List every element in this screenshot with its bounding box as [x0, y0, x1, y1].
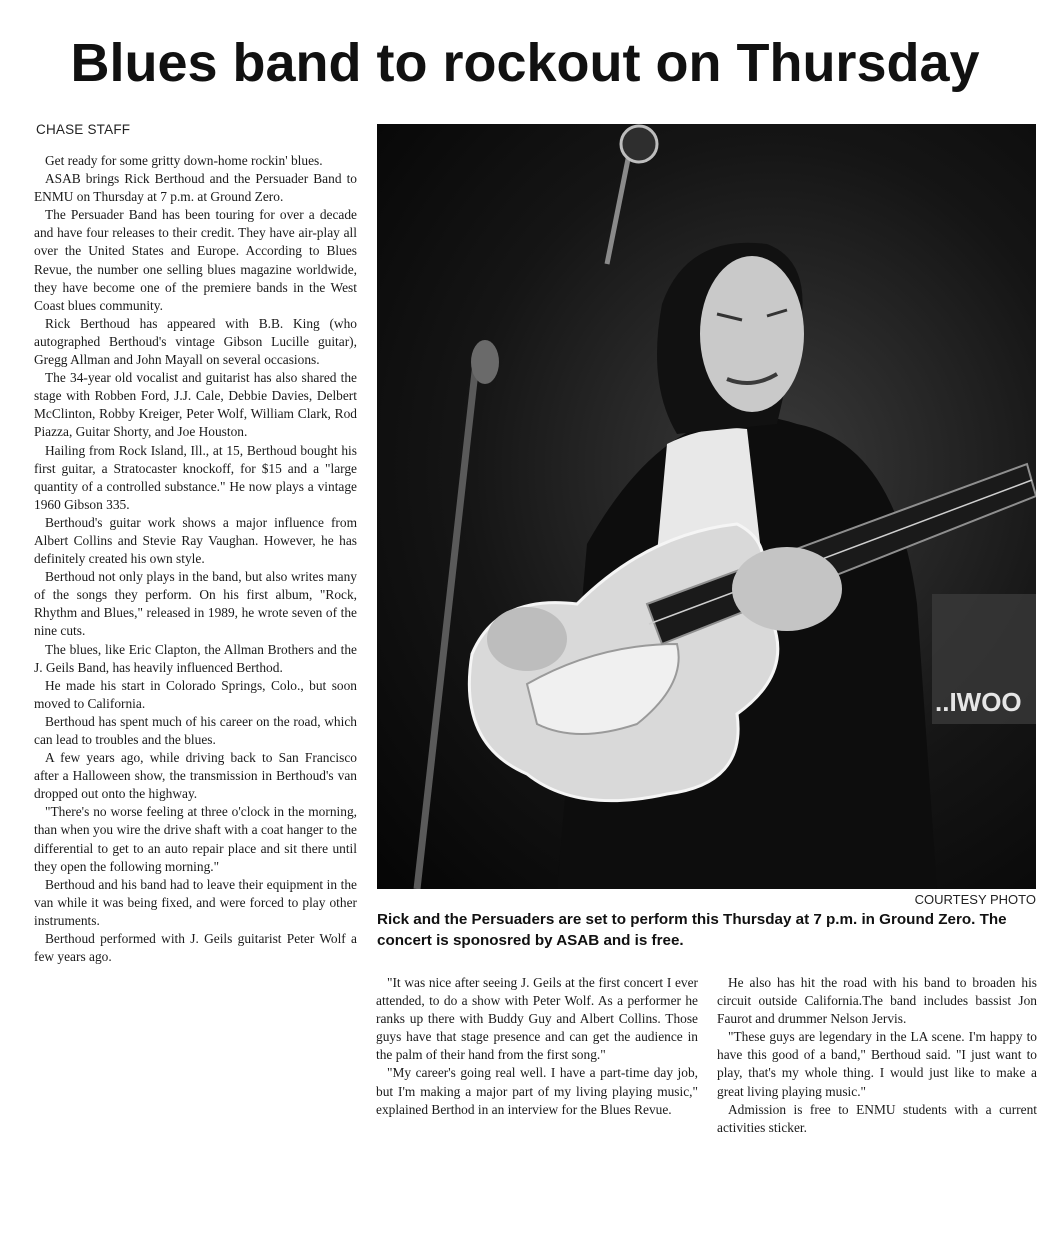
- paragraph: Berthoud and his band had to leave their equipment in the van while it was being fixed, and were forced to play other instruments.: [34, 876, 357, 928]
- byline: CHASE STAFF: [36, 122, 131, 137]
- paragraph: "These guys are legendary in the LA scene. I'm happy to have this good of a band," Berthoud said. "I just want to play, that's my whole thing. I would just like to make a great living playing music.": [717, 1029, 1037, 1099]
- guitarist-illustration: [377, 124, 1036, 889]
- article-column-1: [34, 152, 357, 966]
- paragraph: Berthoud performed with J. Geils guitarist Peter Wolf a few years ago.: [34, 931, 357, 965]
- paragraph: The blues, like Eric Clapton, the Allman Brothers and the J. Geils Band, has heavily influenced Berthod.: [34, 641, 357, 675]
- paragraph: "There's no worse feeling at three o'clock in the morning, than when you wire the drive shaft with a coat hanger to the differential to get to an auto repair place and sit there until they open the following morning.": [34, 804, 357, 874]
- paragraph: Hailing from Rock Island, Ill., at 15, Berthoud bought his first guitar, a Stratocaster knockoff, for $15 and a "large quantity of a controlled substance." He now plays a vintage 1960 Gibson 335.: [34, 442, 357, 512]
- mic-stand-pole: [417, 354, 477, 889]
- paragraph: He made his start in Colorado Springs, Colo., but soon moved to California.: [34, 677, 357, 711]
- photo-credit: COURTESY PHOTO: [914, 892, 1036, 907]
- sign-text: ..IWOO: [935, 687, 1022, 717]
- headline: Blues band to rockout on Thursday: [70, 33, 980, 93]
- paragraph: "My career's going real well. I have a part-time day job, but I'm making a major part of my living playing music," explained Berthod in an interview for the Blues Revue.: [376, 1065, 698, 1117]
- microphone-icon: [621, 126, 657, 162]
- paragraph: He also has hit the road with his band to broaden his circuit outside California.The band includes bassist Jon Faurot and drummer Nelson Jervis.: [717, 975, 1037, 1027]
- paragraph: Get ready for some gritty down-home rockin' blues.: [45, 153, 323, 168]
- article-column-3: [717, 974, 1037, 1137]
- paragraph: Rick Berthoud has appeared with B.B. King (who autographed Berthoud's vintage Gibson Lucille guitar), Gregg Allman and John Mayall on several occasions.: [34, 315, 357, 368]
- paragraph: A few years ago, while driving back to San Francisco after a Halloween show, the transmission in Berthoud's van dropped out onto the highway.: [34, 750, 357, 802]
- concert-photo: [377, 124, 1036, 889]
- paragraph: ASAB brings Rick Berthoud and the Persuader Band to ENMU on Thursday at 7 p.m. at Ground Zero.: [34, 171, 357, 205]
- article-column-2: [376, 974, 698, 1119]
- paragraph: Berthoud not only plays in the band, but also writes many of the songs they perform. On his first album, "Rock, Rhythm and Blues," released in 1989, he wrote seven of the nine cuts.: [34, 569, 357, 639]
- face: [700, 256, 804, 412]
- paragraph: Berthoud's guitar work shows a major influence from Albert Collins and Stevie Ray Vaughan. However, he has definitely created his own style.: [34, 514, 357, 567]
- paragraph: "It was nice after seeing J. Geils at the first concert I ever attended, to do a show with Peter Wolf. As a performer he ranks up there with Buddy Guy and Albert Collins. Those guys have that stage presence and can get the audience in the palm of their hand from the first song.": [376, 975, 698, 1063]
- paragraph: Berthoud has spent much of his career on the road, which can lead to troubles and the blues.: [34, 713, 357, 747]
- microphone-left-icon: [471, 340, 499, 384]
- paragraph: The 34-year old vocalist and guitarist has also shared the stage with Robben Ford, J.J. Cale, Debbie Davies, Delbert McClinton, Robby Kreiger, Peter Wolf, William Clark, Rod Piazza, Guitar Shorty, and Joe Houston.: [34, 370, 357, 440]
- picking-hand: [487, 607, 567, 671]
- paragraph: The Persuader Band has been touring for over a decade and have four releases to their credit. They have air-play all over the United States and Europe. According to Blues Revue, the number one selling blues magazine worldwide, they have become one of the premiere bands in the West Coast blues community.: [34, 207, 357, 313]
- paragraph: Admission is free to ENMU students with a current activities sticker.: [717, 1101, 1037, 1135]
- fretting-hand: [732, 547, 842, 631]
- photo-caption: Rick and the Persuaders are set to perform this Thursday at 7 p.m. in Ground Zero. The concert is sponosred by ASAB and is free.: [377, 911, 1007, 949]
